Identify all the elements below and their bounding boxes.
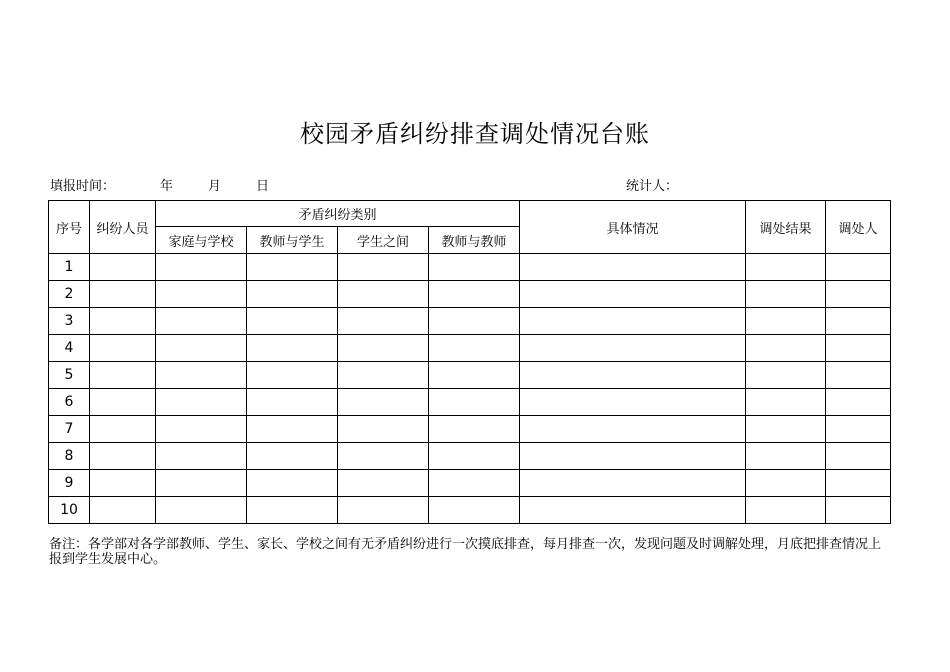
empty-cell[interactable] xyxy=(826,254,891,281)
header-details: 具体情况 xyxy=(520,201,746,254)
empty-cell[interactable] xyxy=(156,254,247,281)
empty-cell[interactable] xyxy=(90,416,156,443)
empty-cell[interactable] xyxy=(520,389,746,416)
day-label: 日 xyxy=(256,179,270,194)
row-number: 7 xyxy=(49,416,90,443)
empty-cell[interactable] xyxy=(429,335,520,362)
empty-cell[interactable] xyxy=(826,389,891,416)
empty-cell[interactable] xyxy=(156,497,247,524)
empty-cell[interactable] xyxy=(520,443,746,470)
table-row xyxy=(49,335,891,362)
table-row xyxy=(49,254,891,281)
header-parties: 纠纷人员 xyxy=(90,201,156,254)
row-number: 5 xyxy=(49,362,90,389)
empty-cell[interactable] xyxy=(429,281,520,308)
empty-cell[interactable] xyxy=(429,416,520,443)
table-row xyxy=(49,416,891,443)
empty-cell[interactable] xyxy=(429,254,520,281)
empty-cell[interactable] xyxy=(338,281,429,308)
row-number: 2 xyxy=(49,281,90,308)
empty-cell[interactable] xyxy=(156,362,247,389)
empty-cell[interactable] xyxy=(338,443,429,470)
empty-cell[interactable] xyxy=(90,254,156,281)
empty-cell[interactable] xyxy=(826,308,891,335)
empty-cell[interactable] xyxy=(826,497,891,524)
empty-cell[interactable] xyxy=(338,470,429,497)
empty-cell[interactable] xyxy=(520,254,746,281)
stat-person-label: 统计人： xyxy=(626,179,679,194)
table-row xyxy=(49,443,891,470)
header-category-group: 矛盾纠纷类别 xyxy=(156,201,520,227)
ledger-table xyxy=(48,200,891,524)
row-number: 6 xyxy=(49,389,90,416)
header-seq: 序号 xyxy=(49,201,90,254)
empty-cell[interactable] xyxy=(156,308,247,335)
fill-time-label: 填报时间： xyxy=(50,179,116,194)
row-number: 3 xyxy=(49,308,90,335)
header-category-family-school: 家庭与学校 xyxy=(156,227,247,254)
empty-cell[interactable] xyxy=(247,389,338,416)
empty-cell[interactable] xyxy=(247,281,338,308)
empty-cell[interactable] xyxy=(429,362,520,389)
empty-cell[interactable] xyxy=(90,308,156,335)
empty-cell[interactable] xyxy=(247,470,338,497)
table-row xyxy=(49,389,891,416)
empty-cell[interactable] xyxy=(746,281,826,308)
row-number: 4 xyxy=(49,335,90,362)
year-label: 年 xyxy=(160,179,174,194)
empty-cell[interactable] xyxy=(826,335,891,362)
empty-cell[interactable] xyxy=(520,308,746,335)
empty-cell[interactable] xyxy=(338,335,429,362)
empty-cell[interactable] xyxy=(90,389,156,416)
empty-cell[interactable] xyxy=(520,362,746,389)
empty-cell[interactable] xyxy=(746,362,826,389)
empty-cell[interactable] xyxy=(90,281,156,308)
table-row xyxy=(49,470,891,497)
table-row xyxy=(49,362,891,389)
empty-cell[interactable] xyxy=(520,497,746,524)
empty-cell[interactable] xyxy=(90,497,156,524)
header-handler: 调处人 xyxy=(826,201,891,254)
empty-cell[interactable] xyxy=(746,443,826,470)
empty-cell[interactable] xyxy=(247,254,338,281)
row-number: 8 xyxy=(49,443,90,470)
header-row-1 xyxy=(49,201,891,227)
empty-cell[interactable] xyxy=(338,389,429,416)
footnote: 备注：各学部对各学部教师、学生、家长、学校之间有无矛盾纠纷进行一次摸底排查，每月排查一次，发现问题及时调解处理，月底把排查情况上报到学生发展中心。 xyxy=(49,537,882,567)
header-result: 调处结果 xyxy=(746,201,826,254)
empty-cell[interactable] xyxy=(746,254,826,281)
empty-cell[interactable] xyxy=(247,416,338,443)
empty-cell[interactable] xyxy=(520,470,746,497)
empty-cell[interactable] xyxy=(156,389,247,416)
empty-cell[interactable] xyxy=(429,470,520,497)
row-number: 1 xyxy=(49,254,90,281)
empty-cell[interactable] xyxy=(826,281,891,308)
empty-cell[interactable] xyxy=(156,281,247,308)
empty-cell[interactable] xyxy=(338,308,429,335)
month-label: 月 xyxy=(208,179,222,194)
empty-cell[interactable] xyxy=(429,443,520,470)
table-row xyxy=(49,281,891,308)
table-row xyxy=(49,497,891,524)
empty-cell[interactable] xyxy=(520,281,746,308)
empty-cell[interactable] xyxy=(338,362,429,389)
empty-cell[interactable] xyxy=(156,416,247,443)
empty-cell[interactable] xyxy=(247,443,338,470)
empty-cell[interactable] xyxy=(90,443,156,470)
row-number: 10 xyxy=(49,497,90,524)
empty-cell[interactable] xyxy=(826,470,891,497)
empty-cell[interactable] xyxy=(338,254,429,281)
empty-cell[interactable] xyxy=(156,443,247,470)
empty-cell[interactable] xyxy=(156,470,247,497)
empty-cell[interactable] xyxy=(746,308,826,335)
empty-cell[interactable] xyxy=(156,335,247,362)
empty-cell[interactable] xyxy=(90,470,156,497)
empty-cell[interactable] xyxy=(746,335,826,362)
empty-cell[interactable] xyxy=(247,308,338,335)
empty-cell[interactable] xyxy=(826,362,891,389)
empty-cell[interactable] xyxy=(247,335,338,362)
empty-cell[interactable] xyxy=(338,497,429,524)
empty-cell[interactable] xyxy=(746,497,826,524)
empty-cell[interactable] xyxy=(429,497,520,524)
empty-cell[interactable] xyxy=(429,308,520,335)
empty-cell[interactable] xyxy=(429,389,520,416)
header-category-teacher-student: 教师与学生 xyxy=(247,227,338,254)
table-row xyxy=(49,308,891,335)
empty-cell[interactable] xyxy=(826,443,891,470)
empty-cell[interactable] xyxy=(746,416,826,443)
document-title: 校园矛盾纠纷排查调处情况台账 xyxy=(300,120,650,148)
empty-cell[interactable] xyxy=(338,416,429,443)
empty-cell[interactable] xyxy=(247,362,338,389)
row-number: 9 xyxy=(49,470,90,497)
header-category-between-students: 学生之间 xyxy=(338,227,429,254)
empty-cell[interactable] xyxy=(520,335,746,362)
empty-cell[interactable] xyxy=(746,470,826,497)
empty-cell[interactable] xyxy=(90,362,156,389)
header-category-teacher-teacher: 教师与教师 xyxy=(429,227,520,254)
empty-cell[interactable] xyxy=(746,389,826,416)
empty-cell[interactable] xyxy=(247,497,338,524)
empty-cell[interactable] xyxy=(826,416,891,443)
empty-cell[interactable] xyxy=(90,335,156,362)
empty-cell[interactable] xyxy=(520,416,746,443)
ledger-body xyxy=(49,254,891,524)
